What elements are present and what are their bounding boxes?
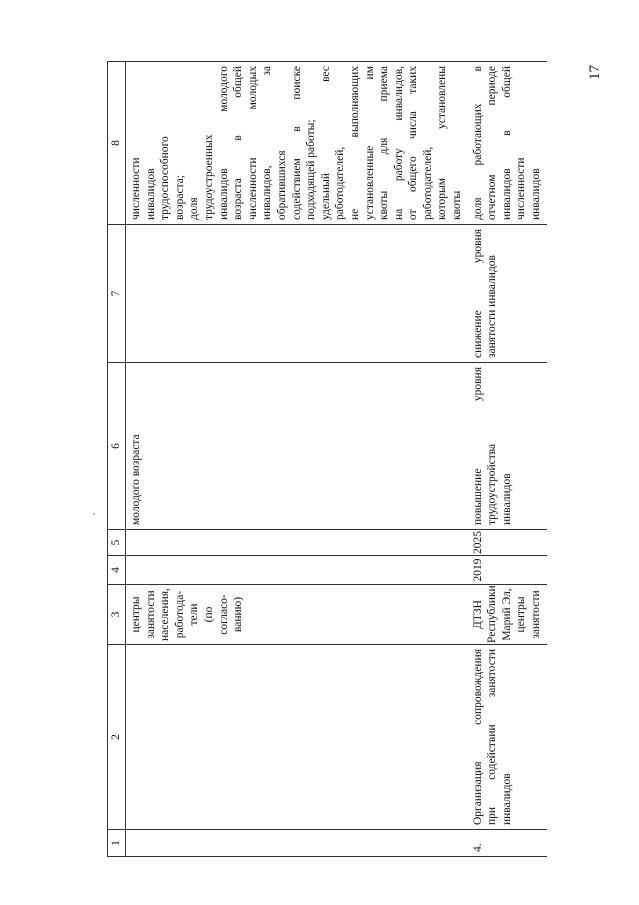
header-col-6: 6 [108,363,126,530]
result-text: молодого возраста [130,434,142,525]
text-line: инвалидов молодого [217,66,230,220]
text-line: подходящей работы; [305,119,318,220]
text-line: возраста в общей [232,66,245,220]
cell-cont-col4 [126,556,468,585]
page-number: 17 [587,65,603,80]
executor-line: центры [130,596,142,633]
text-line: трудоустроенных [202,134,215,220]
text-line: квоты [451,190,464,220]
indicator-text-block [129,66,465,220]
header-row [108,62,126,857]
text-line: инвалидов [500,773,513,825]
text-line: на работу инвалидов, [392,66,405,220]
cell-cont-col3 [126,585,468,645]
text-line: квоты для приема [378,66,391,220]
executor-line: работода- [173,590,186,639]
text-line: отчетном периоде [486,66,499,220]
consequences-block [471,229,500,358]
text-line: обратившихся [275,150,288,220]
text-line: инвалидов [500,473,513,525]
header-col-8: 8 [108,62,126,225]
text-line: инвалидов в общей [500,66,513,220]
executor-line: Республики [486,585,499,643]
cell-cont-col1 [126,830,468,857]
cell-row4-consequences [468,225,547,363]
text-line: занятости инвалидов [486,255,499,358]
cell-row4-start-year: 2019 [468,556,547,585]
text-line: инвалидов [530,168,543,220]
scan-speck [93,513,95,515]
text-line: доля [188,197,201,220]
header-col-5: 5 [108,530,126,556]
text-line: доля работающих в [471,66,484,220]
executor-line: занятости [530,590,543,639]
executor-line: центры [515,596,528,633]
text-line: которым установлены [436,66,449,220]
rotated-table-wrapper [107,62,547,857]
text-line: инвалидов [144,168,157,220]
text-line: численности [515,157,528,220]
text-line: численности [130,157,142,220]
text-line: удельный вес [319,66,332,220]
cell-row4-measure [468,645,547,830]
indicator-text-block [471,66,544,220]
cell-row4-expected-result [468,363,547,530]
header-col-4: 4 [108,556,126,585]
executor-line: (по согласо- [202,594,230,635]
header-col-2: 2 [108,645,126,830]
executor-line: населения, [159,588,172,641]
text-line: работодателей, [334,146,347,220]
cell-row4-executor [468,585,547,645]
executor-line: занятости [144,590,157,639]
header-col-3: 3 [108,585,126,645]
text-line: при содействии занятости [486,649,499,825]
executor-line: ванию) [232,596,245,633]
cell-cont-col5 [126,530,468,556]
executor-line: тели [188,603,201,626]
text-line: возраста; [173,174,186,220]
text-line: численности молодых [246,66,259,220]
text-line: установленные им [363,66,376,220]
header-col-1: 1 [108,830,126,857]
cell-cont-col7 [126,225,468,363]
header-col-7: 7 [108,225,126,363]
measures-table [107,61,547,857]
expected-result-block [471,367,515,525]
text-line: повышение уровня [471,367,484,525]
text-line: от общего числа таких [407,66,420,220]
cell-row4-end-year: 2025 [468,530,547,556]
cell-cont-col8 [126,62,468,225]
text-line: Организация сопровождения [471,649,484,825]
text-line: трудоустройства [486,443,499,525]
cell-cont-col2 [126,645,468,830]
cell-row4-indicators [468,62,547,225]
text-line: инвалидов, за [261,66,274,220]
measure-text-block [471,649,515,825]
table-row-4 [468,62,547,857]
table-row-continuation [126,62,468,857]
cell-cont-col6 [126,363,468,530]
text-line: трудоспособного [159,136,172,220]
text-line: снижение уровня [471,229,484,358]
executor-line: ДТЗН [471,600,484,629]
text-line: содействием в поиске [290,66,303,220]
text-line: не выполняющих [348,66,361,220]
executor-line: Марий Эл, [500,588,513,641]
cell-row4-number: 4. [468,830,547,857]
text-line: работодателей, [421,146,434,220]
